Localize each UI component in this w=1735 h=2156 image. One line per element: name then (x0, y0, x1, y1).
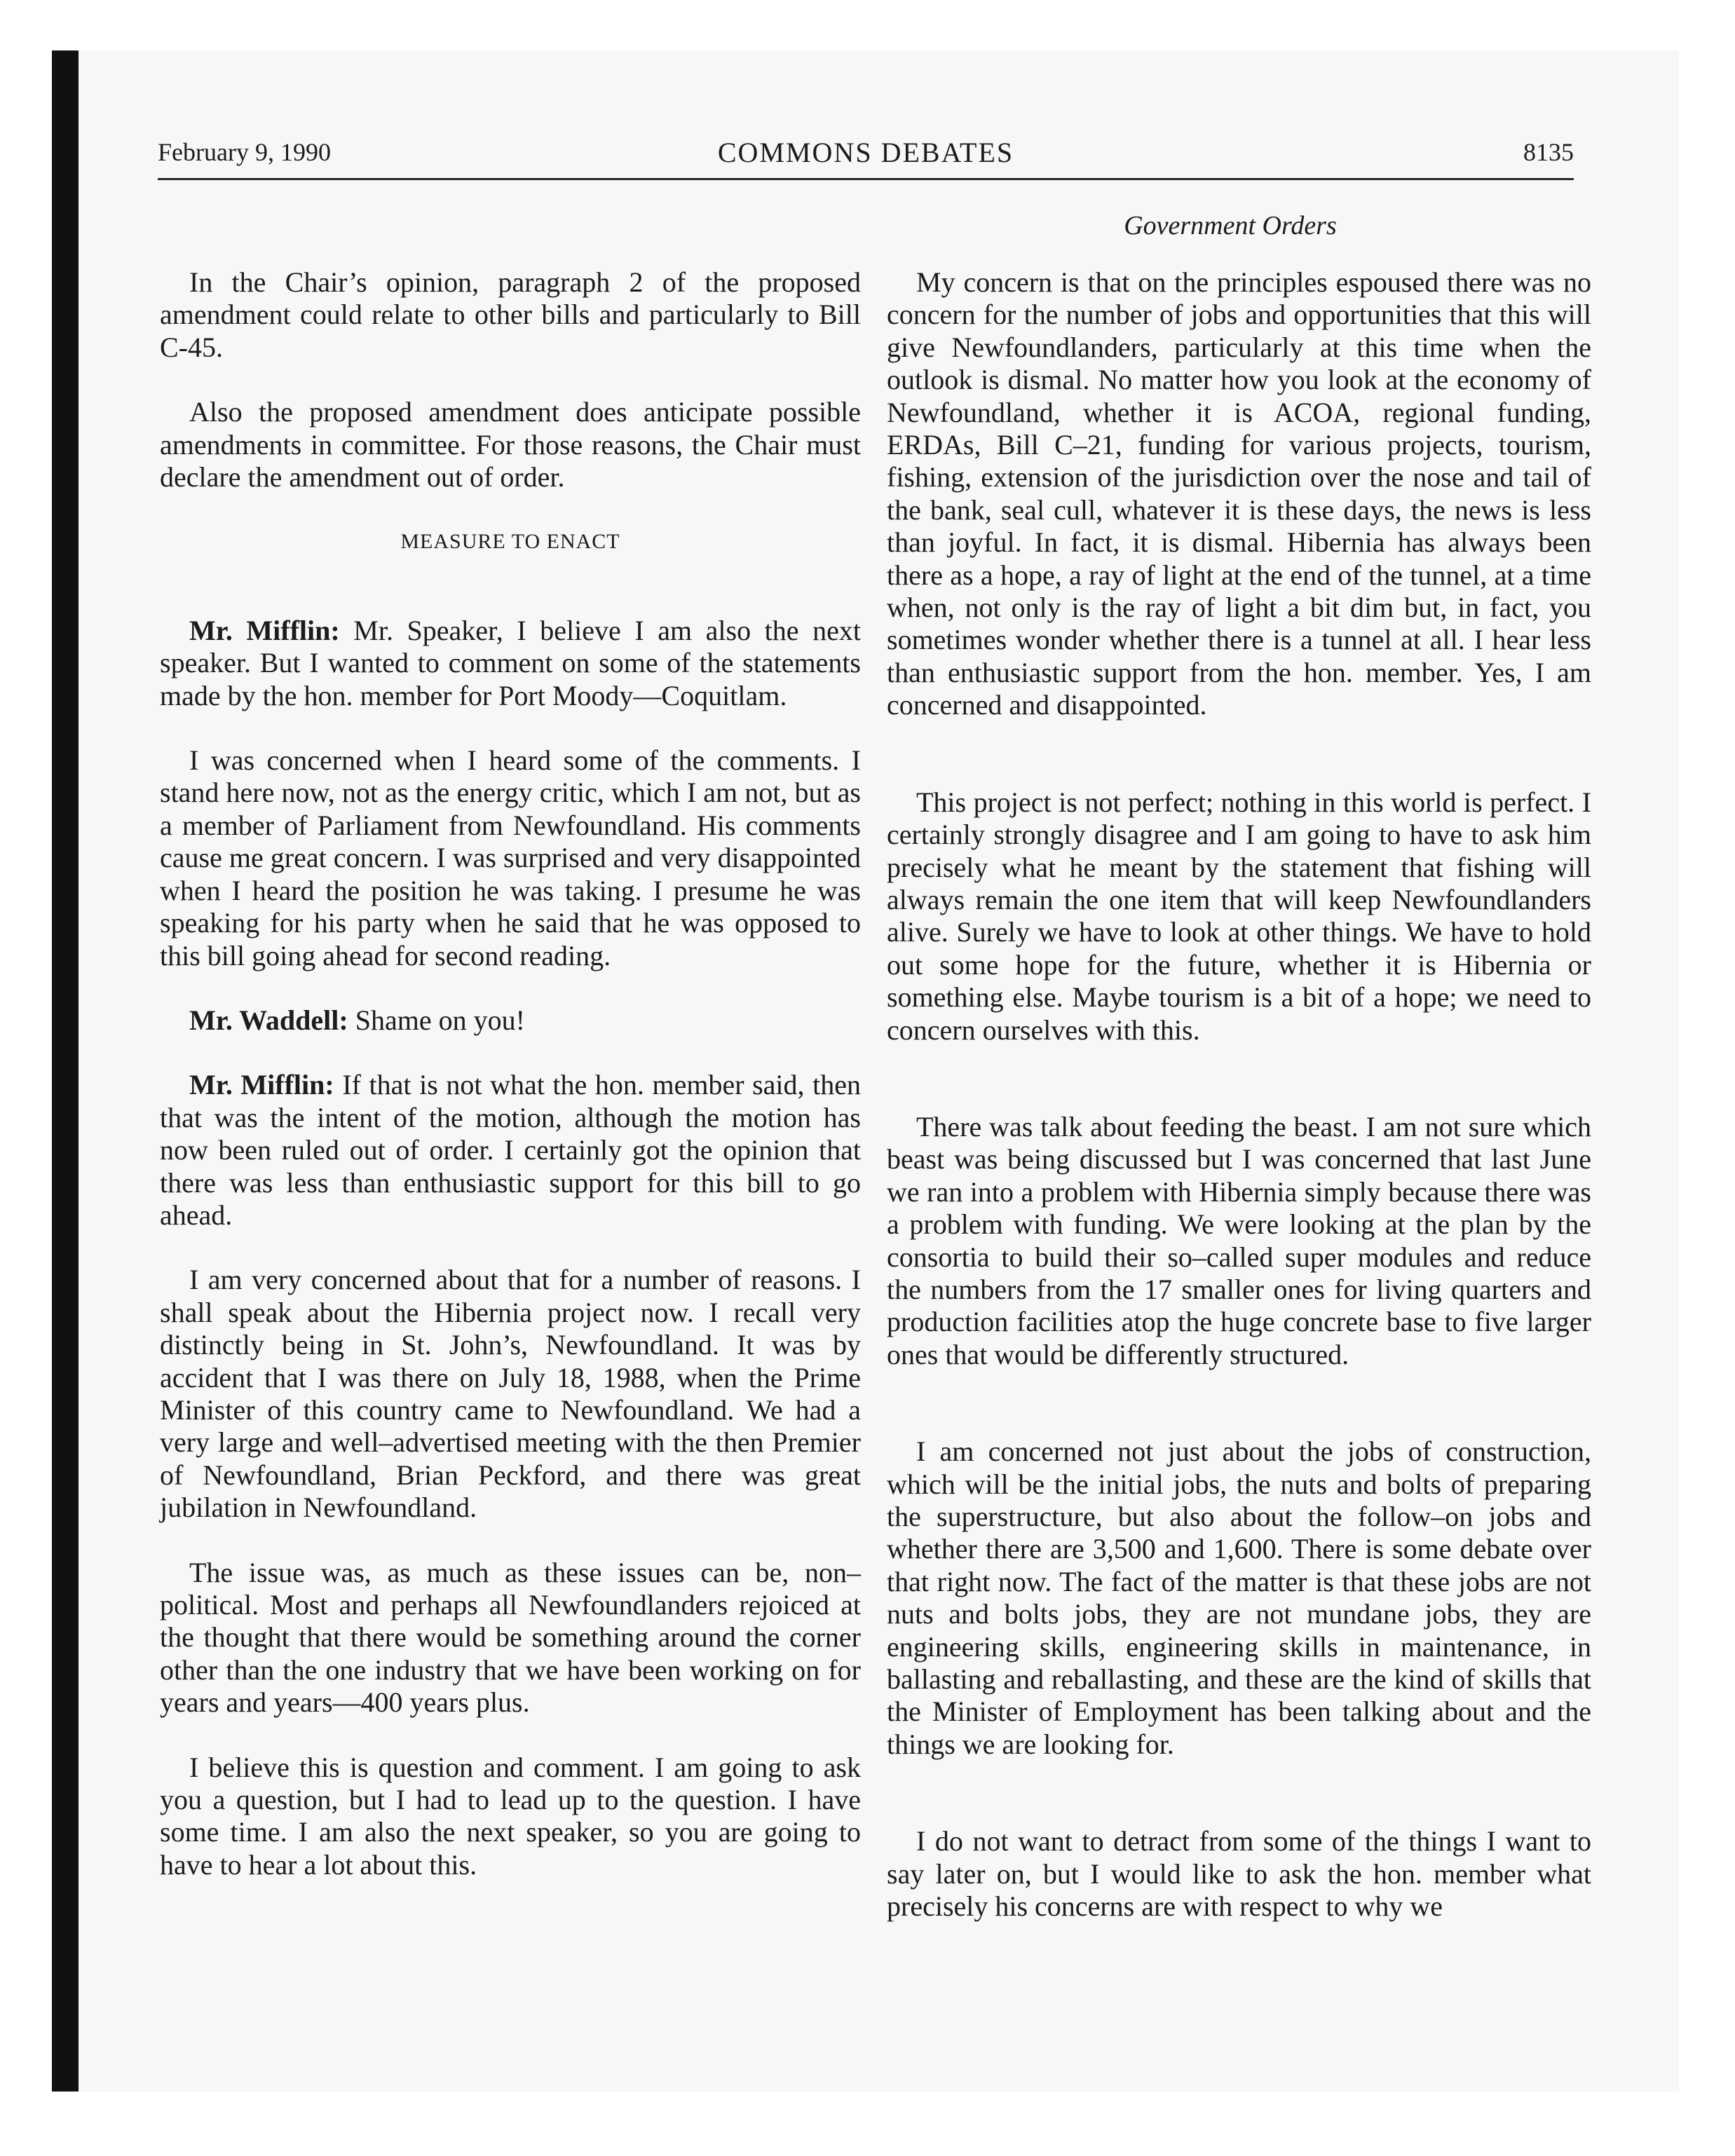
paragraph: I do not want to detract from some of the things I want to say later on, but I would like to ask the hon. member what precisely his concerns are with respect to why we (887, 1825, 1591, 1923)
speech-paragraph (160, 1069, 861, 1231)
section-heading: Government Orders (1124, 211, 1337, 240)
page-header (158, 133, 1574, 180)
paragraph: My concern is that on the principles espoused there was no concern for the number of jobs and opportunities that this will give Newfoundlanders, particularly at this time when the outlook is dismal. No matter how you look at the economy of Newfoundland, whether it is ACOA, regional funding, ERDAs, Bill C–21, funding for various projects, tourism, fishing, extension of the jurisdiction over the nose and tail of the bank, seal cull, whatever it is these days, the news is less than joyful. In fact, it is dismal. Hibernia has always been there as a hope, a ray of light at the end of the tunnel, at a time when, not only is the ray of light a bit dim but, in fact, you sometimes wonder whether there is a tunnel at all. I hear less than enthusiastic support from the hon. member. Yes, I am concerned and disappointed. (887, 266, 1591, 721)
scan-border (52, 50, 79, 2092)
paragraph: I am very concerned about that for a number of reasons. I shall speak about the Hibernia project now. I recall very distinctly being in St. John’s, Newfoundland. It was by accident that I was there on July 18, 1988, when the Prime Minister of this country came to Newfoundland. We had a very large and well–advertised meeting with the then Premier of Newfoundland, Brian Peckford, and there was great jubilation in Newfoundland. (160, 1264, 861, 1524)
subheading-measure-to-enact: MEASURE TO ENACT (400, 530, 620, 554)
paragraph: This project is not perfect; nothing in this world is perfect. I certainly strongly disagree and I am going to have to ask him precisely what he meant by the statement that fishing will always remain the one item that will keep Newfoundlanders alive. Surely we have to look at other things. We have to hold out some hope for the future, whether it is Hibernia or something else. Maybe tourism is a bit of a hope; we need to concern ourselves with this. (887, 786, 1591, 1046)
speech-paragraph (160, 1004, 861, 1037)
speaker-name: Mr. Waddell: (189, 1004, 348, 1036)
speech-text: If that is not what the hon. member said, then that was the intent of the motion, although the motion has now been ruled out of order. I certainly got the opinion that there was less than enthusiastic support for this bill to go ahead. (160, 1069, 862, 1231)
paragraph: In the Chair’s opinion, paragraph 2 of the proposed amendment could relate to other bills and particularly to Bill C-45. (160, 266, 861, 363)
paragraph: The issue was, as much as these issues can be, non–political. Most and perhaps all Newfoundlanders rejoiced at the thought that there would be something around the corner other than the one industry that we have been working on for years and years—400 years plus. (160, 1556, 861, 1719)
left-column (160, 266, 861, 1913)
speaker-name: Mr. Mifflin: (189, 614, 340, 646)
speech-text: Mr. Speaker, I believe I am also the next speaker. But I wanted to comment on some of the statements made by the hon. member for Port Moody—Coquitlam. (160, 614, 861, 711)
right-column (887, 266, 1591, 1955)
paragraph: I was concerned when I heard some of the comments. I stand here now, not as the energy critic, which I am not, but as a member of Parliament from Newfoundland. His comments cause me great concern. I was surprised and very disappointed when I heard the position he was taking. I presume he was speaking for his party when he said that he was opposed to this bill going ahead for second reading. (160, 744, 861, 971)
header-title: COMMONS DEBATES (717, 137, 1014, 168)
header-date: February 9, 1990 (158, 138, 331, 166)
paragraph: Also the proposed amendment does anticipate possible amendments in committee. For those reasons, the Chair must declare the amendment out of order. (160, 396, 861, 493)
paragraph: I believe this is question and comment. I am going to ask you a question, but I had to lead up to the question. I have some time. I am also the next speaker, so you are going to have to hear a lot about this. (160, 1751, 861, 1881)
speaker-name: Mr. Mifflin: (189, 1069, 334, 1101)
speech-paragraph (160, 615, 861, 712)
paragraph: There was talk about feeding the beast. I am not sure which beast was being discussed but I was concerned that last June we ran into a problem with Hibernia simply because there was a problem with funding. We were looking at the plan by the consortia to build their so–called super modules and reduce the numbers from the 17 smaller ones for living quarters and production facilities atop the huge concrete base to five larger ones that would be differently structured. (887, 1110, 1591, 1370)
paragraph: I am concerned not just about the jobs of construction, which will be the initial jobs, the nuts and bolts of preparing the superstructure, but also about the follow–on jobs and whether there are 3,500 and 1,600. There is some debate over that right now. The fact of the matter is that these jobs are not nuts and bolts jobs, they are not mundane jobs, they are engineering skills, engineering skills in maintenance, in ballasting and reballasting, and these are the kind of skills that the Minister of Employment has been talking about and the things we are looking for. (887, 1435, 1591, 1760)
page-number: 8135 (1523, 138, 1574, 166)
speech-text: Shame on you! (348, 1004, 525, 1036)
